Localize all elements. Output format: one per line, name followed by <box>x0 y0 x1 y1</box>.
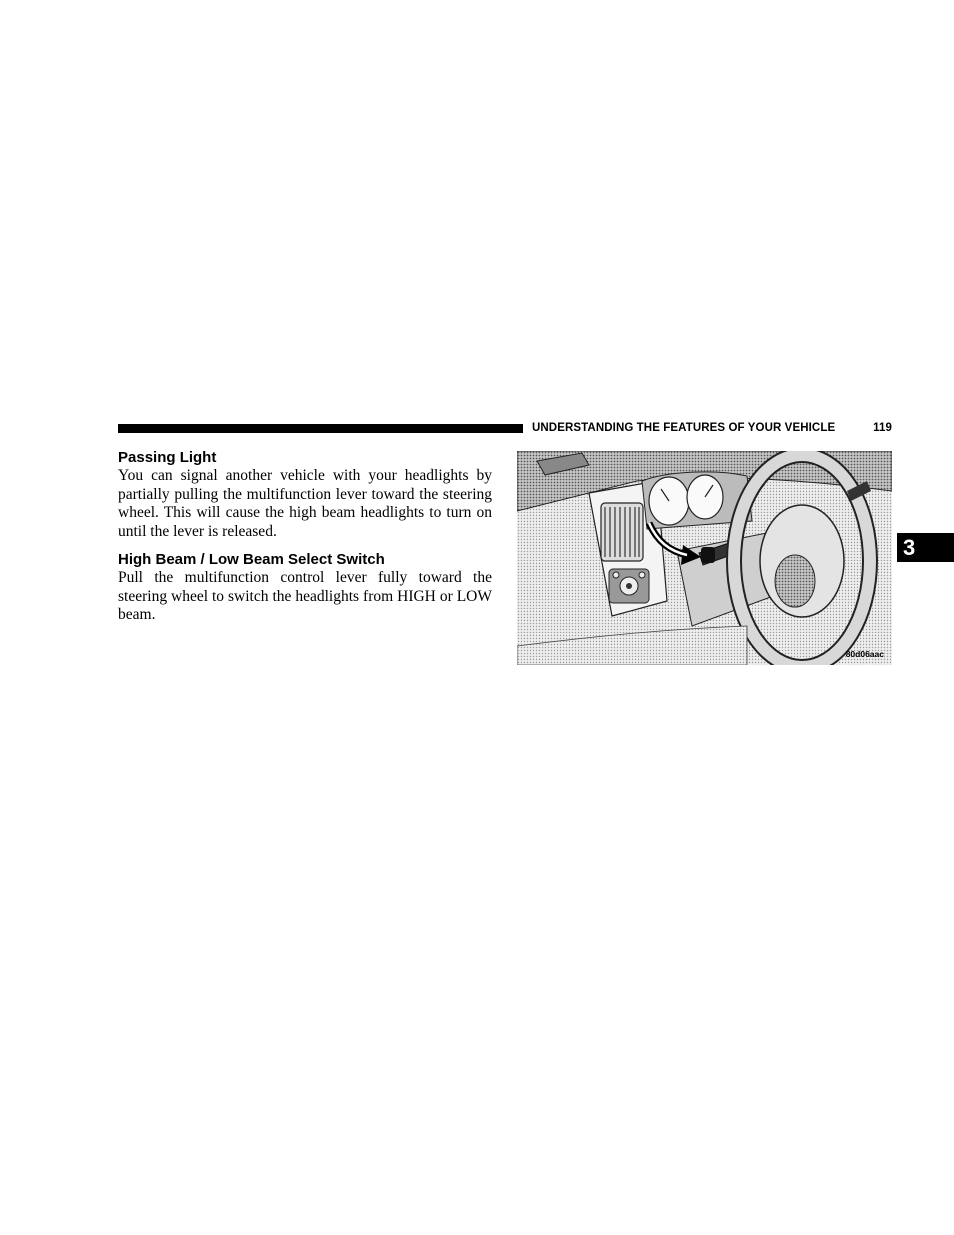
header-rule <box>118 424 523 433</box>
section-heading: High Beam / Low Beam Select Switch <box>118 551 385 568</box>
dashboard-illustration <box>517 451 892 665</box>
section-passing-light <box>118 449 492 542</box>
chapter-tab <box>897 533 954 562</box>
chapter-number: 3 <box>903 534 916 560</box>
running-header <box>532 420 892 436</box>
running-title: UNDERSTANDING THE FEATURES OF YOUR VEHICLE <box>532 422 836 434</box>
section-beam-select <box>118 551 492 625</box>
headlamp-switch-icon <box>609 569 649 603</box>
section-heading: Passing Light <box>118 449 217 466</box>
section-body: You can signal another vehicle with your headlights by partially pulling the multifunction lever toward the steering wheel. This will cause the high beam headlights to turn on until the lever is released. <box>118 467 492 541</box>
figure-code: 80d06aac <box>845 649 884 659</box>
section-body: Pull the multifunction control lever fully toward the steering wheel to switch the headlights from HIGH or LOW beam. <box>118 569 492 624</box>
page-number: 119 <box>873 422 892 434</box>
dashboard-drawing <box>517 451 892 665</box>
air-vent-icon <box>601 503 643 561</box>
